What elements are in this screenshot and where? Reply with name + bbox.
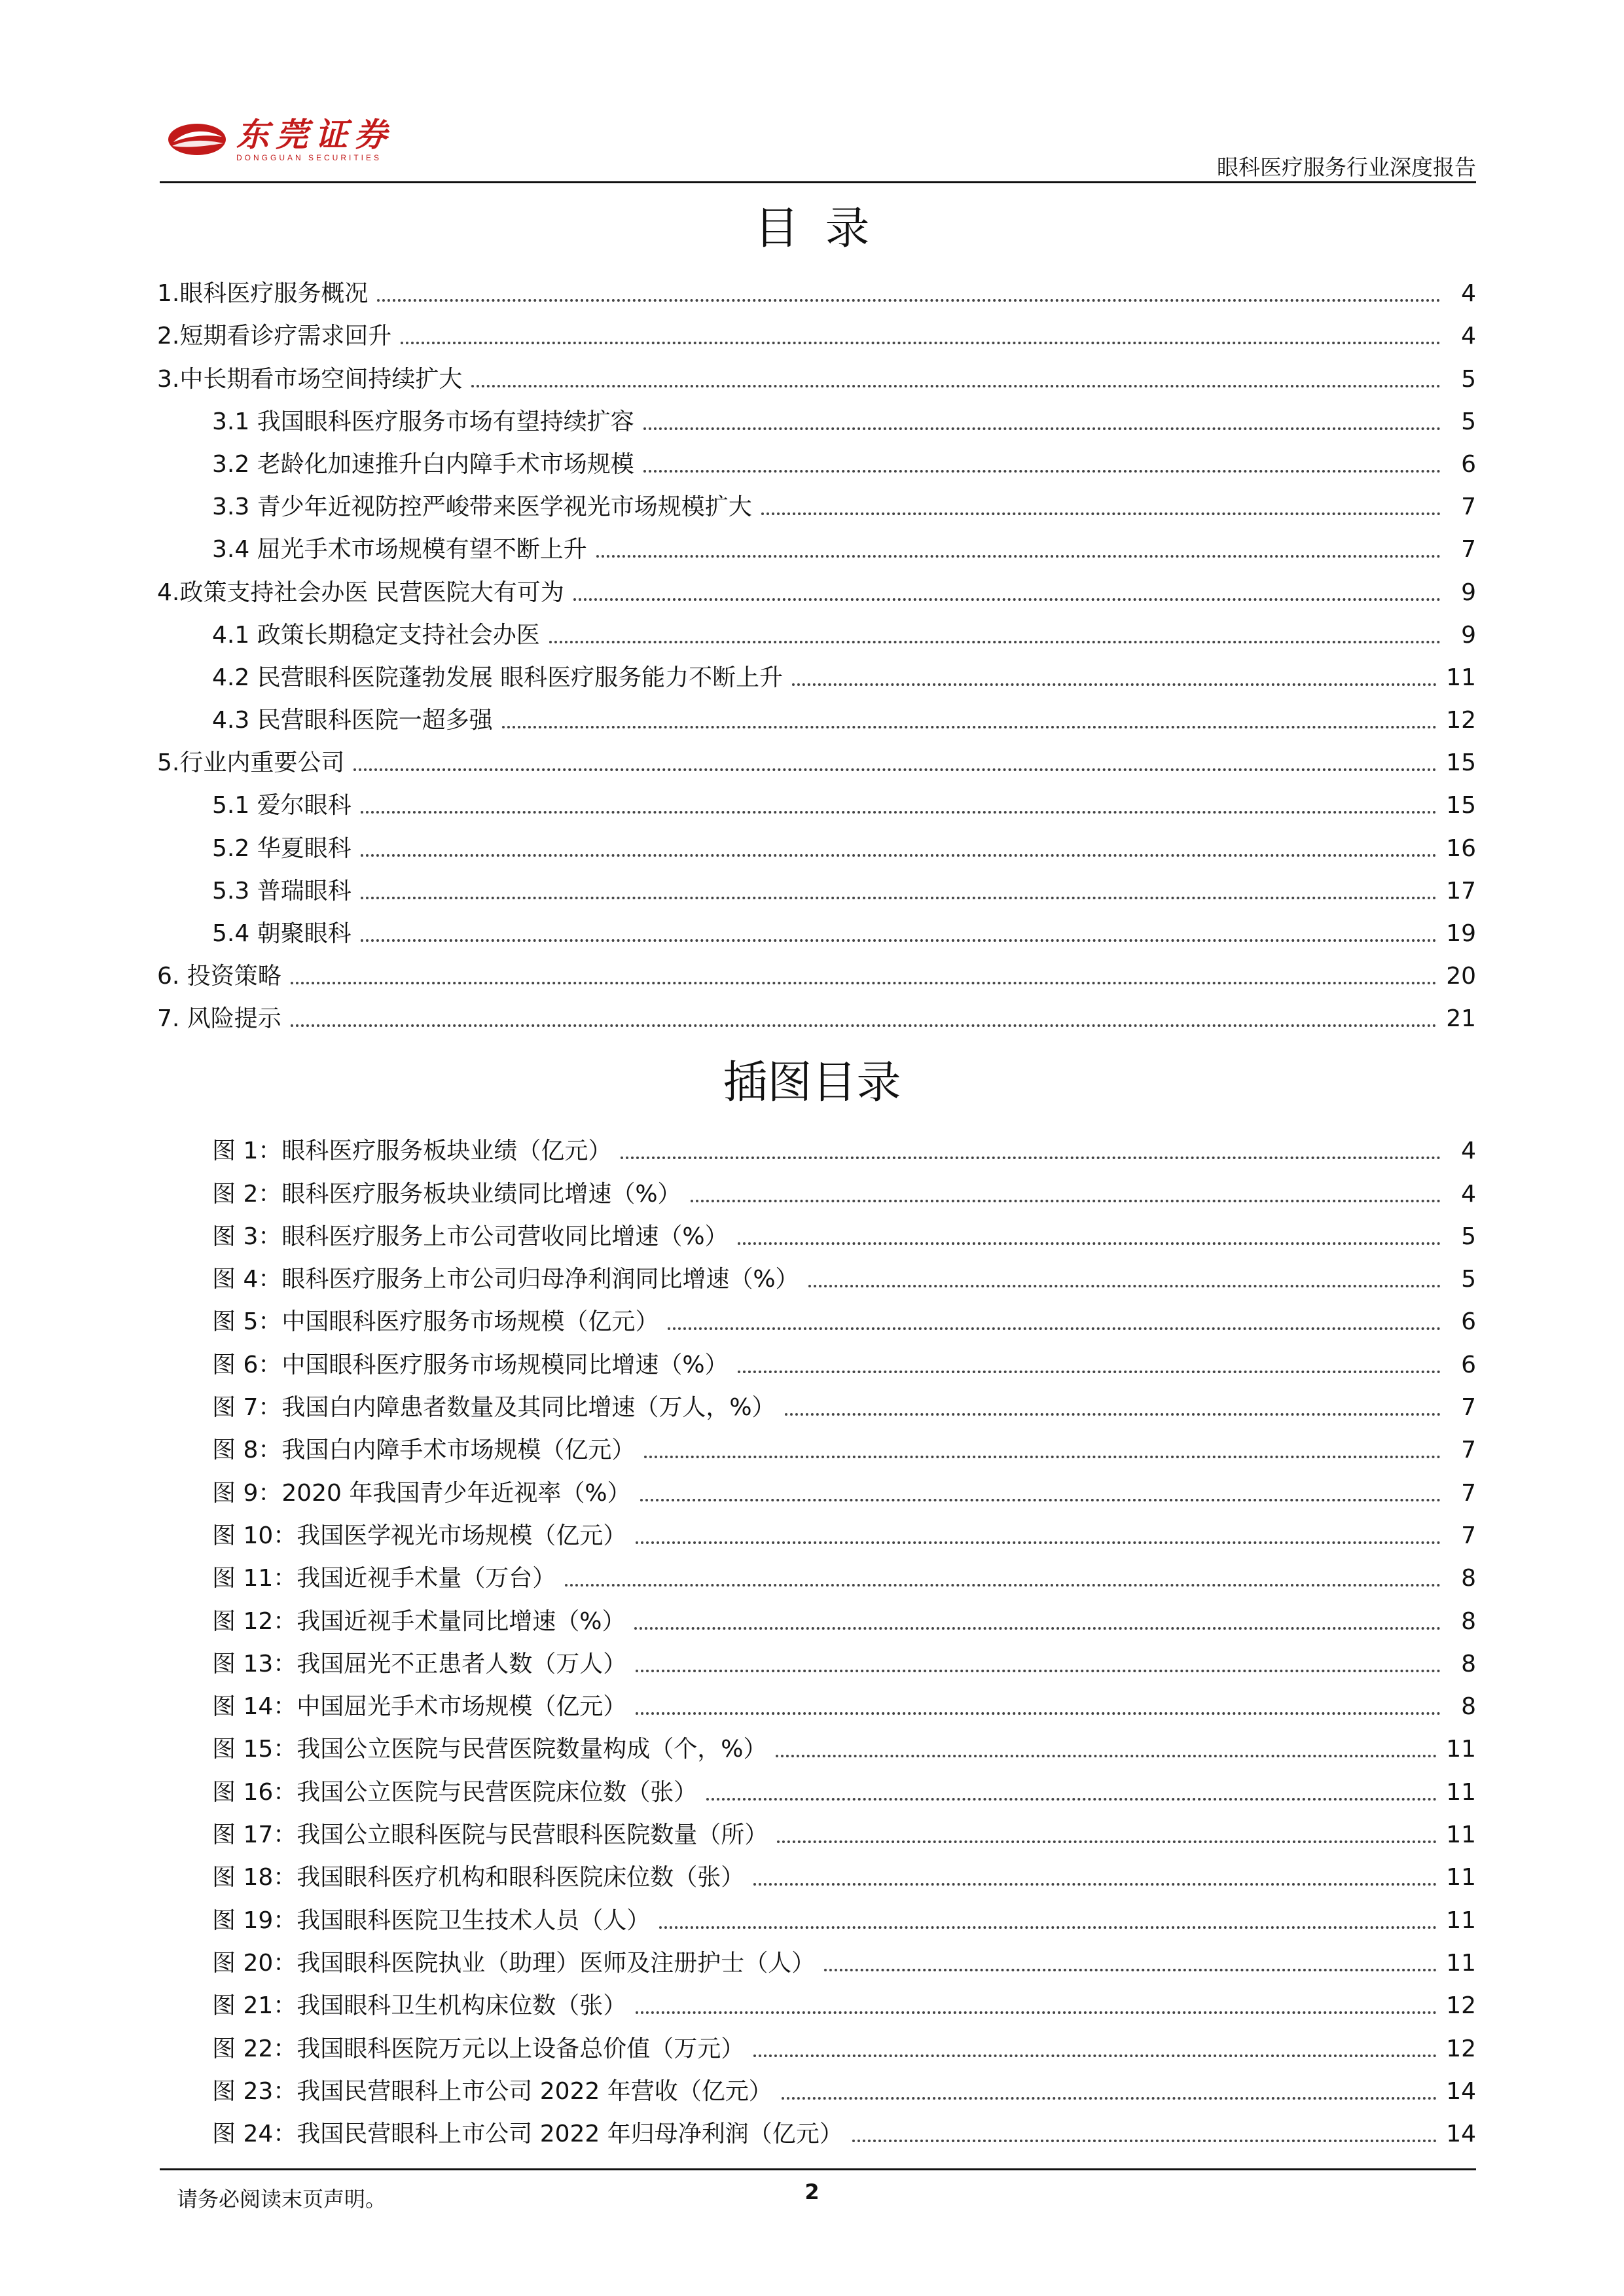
logo-chinese-name: 东莞证券 [236,115,393,154]
figure-entry[interactable] [157,1380,1476,1422]
figure-entry[interactable] [157,1593,1476,1636]
dot-leader [659,1926,1437,1929]
dot-leader [738,1371,1441,1373]
figure-entry[interactable] [157,1209,1476,1251]
dot-leader [549,641,1441,643]
dot-leader [636,1712,1441,1715]
dot-leader [636,2011,1437,2014]
figure-entry-page: 11 [1446,1907,1476,1934]
toc-entry[interactable] [157,778,1476,820]
toc-entry[interactable] [157,522,1476,564]
toc-entry[interactable] [157,607,1476,650]
page-number: 2 [804,2179,820,2204]
dot-leader [824,1969,1437,1971]
toc-entry-page: 20 [1446,963,1476,990]
figure-entry[interactable] [157,1807,1476,1850]
toc-entry-label: 4.政策支持社会办医 民营医院大有可为 [157,579,564,606]
figure-entry-label: 图 2：眼科医疗服务板块业绩同比增速（%） [212,1180,681,1208]
toc-entry-label: 2.短期看诊疗需求回升 [157,323,392,350]
toc-entry-label: 3.2 老龄化加速推升白内障手术市场规模 [212,450,634,478]
toc-entry-label: 6. 投资策略 [157,963,281,990]
toc-entry-label: 5.4 朝聚眼科 [212,920,352,947]
toc-entry-page: 7 [1461,536,1476,564]
dot-leader [636,1670,1441,1672]
toc-entry-page: 9 [1461,579,1476,606]
dot-leader [852,2140,1437,2142]
figure-entry-page: 14 [1446,2121,1476,2148]
toc-entry[interactable] [157,735,1476,778]
toc-entry[interactable] [157,351,1476,393]
figure-entry[interactable] [157,1892,1476,1935]
figure-entry[interactable] [157,2020,1476,2063]
figure-entry-label: 图 5：中国眼科医疗服务市场规模（亿元） [212,1308,659,1336]
figure-entry[interactable] [157,1636,1476,1679]
dot-leader [644,1456,1441,1458]
toc-entry-label: 7. 风险提示 [157,1005,281,1033]
dot-leader [691,1200,1441,1202]
figure-entry-page: 11 [1446,1864,1476,1892]
dot-leader [761,512,1441,515]
toc-title: 目录 [754,203,896,255]
figure-entry-page: 14 [1446,2077,1476,2105]
figure-entry[interactable] [157,1465,1476,1507]
figure-entry-label: 图 19：我国眼科医院卫生技术人员（人） [212,1907,651,1934]
dot-leader [753,1883,1437,1886]
toc-entry-page: 5 [1461,365,1476,393]
dot-leader [361,811,1437,814]
figure-entry-page: 7 [1461,1479,1476,1507]
toc-entry-label: 4.3 民营眼科医院一超多强 [212,707,493,734]
toc-entry-label: 3.4 屈光手术市场规模有望不断上升 [212,536,587,564]
logo-english-name: DONGGUAN SECURITIES [236,153,382,162]
figure-entry-page: 11 [1446,1736,1476,1763]
figure-entry-label: 图 17：我国公立眼科医院与民营眼科医院数量（所） [212,1821,768,1849]
figure-entry-page: 6 [1461,1351,1476,1378]
figure-entry[interactable] [157,1294,1476,1336]
toc-entry-label: 4.2 民营眼科医院蓬勃发展 眼科医疗服务能力不断上升 [212,664,784,691]
figure-entry[interactable] [157,1679,1476,1721]
dot-leader [361,939,1437,942]
figure-entry-label: 图 22：我国眼科医院万元以上设备总价值（万元） [212,2035,745,2062]
figure-entry-page: 5 [1461,1223,1476,1250]
toc-entry[interactable] [157,437,1476,479]
toc-entry-page: 17 [1446,877,1476,905]
figure-entry-page: 7 [1461,1522,1476,1549]
figure-entry-label: 图 8：我国白内障手术市场规模（亿元） [212,1437,636,1464]
dot-leader [596,555,1441,558]
dot-leader [377,299,1441,302]
figure-entry-page: 4 [1461,1180,1476,1208]
toc-entry-label: 4.1 政策长期稳定支持社会办医 [212,621,540,649]
toc-entry-page: 5 [1461,408,1476,435]
report-title: 眼科医疗服务行业深度报告 [1217,154,1476,180]
figure-entry-page: 7 [1461,1437,1476,1464]
toc-list [157,266,1476,1033]
figure-entry-page: 8 [1461,1565,1476,1592]
dot-leader [353,768,1437,771]
toc-entry[interactable] [157,692,1476,735]
figure-entry-label: 图 20：我国眼科医院执业（助理）医师及注册护士（人） [212,1949,816,1977]
dot-leader [776,1755,1437,1757]
figure-entry[interactable] [157,1123,1476,1166]
figure-entry-page: 6 [1461,1308,1476,1336]
dot-leader [361,854,1437,857]
toc-entry[interactable] [157,906,1476,948]
figure-entry-label: 图 24：我国民营眼科上市公司 2022 年归母净利润（亿元） [212,2121,843,2148]
figure-entry[interactable] [157,1251,1476,1294]
dot-leader [471,385,1441,387]
figure-list-title: 插图目录 [723,1057,901,1109]
figure-entry-label: 图 12：我国近视手术量同比增速（%） [212,1607,626,1635]
figure-entry-page: 11 [1446,1949,1476,1977]
figure-entry[interactable] [157,1978,1476,2020]
dot-leader [785,1413,1441,1416]
figure-entry-label: 图 1：眼科医疗服务板块业绩（亿元） [212,1138,612,1165]
figure-entry-label: 图 7：我国白内障患者数量及其同比增速（万人，%） [212,1394,776,1422]
figure-entry-label: 图 4：眼科医疗服务上市公司归母净利润同比增速（%） [212,1266,799,1293]
figure-entry-page: 11 [1446,1778,1476,1806]
dot-leader [753,2054,1437,2057]
toc-entry-page: 4 [1461,280,1476,308]
toc-entry[interactable] [157,564,1476,607]
toc-entry[interactable] [157,820,1476,863]
disclaimer-note: 请务必阅读末页声明。 [177,2187,387,2212]
toc-entry[interactable] [157,266,1476,308]
toc-entry-page: 15 [1446,792,1476,819]
figure-entry-label: 图 9：2020 年我国青少年近视率（%） [212,1479,631,1507]
toc-entry-page: 15 [1446,749,1476,777]
figure-entry[interactable] [157,1166,1476,1208]
figure-entry-page: 8 [1461,1607,1476,1635]
dot-leader [621,1157,1441,1159]
figure-entry[interactable] [157,2106,1476,2149]
toc-entry-page: 6 [1461,450,1476,478]
dot-leader [643,470,1441,473]
toc-entry-label: 5.行业内重要公司 [157,749,345,777]
figure-entry-label: 图 14：中国屈光手术市场规模（亿元） [212,1693,627,1721]
dot-leader [634,1627,1441,1630]
figure-entry-label: 图 13：我国屈光不正患者人数（万人） [212,1650,627,1677]
toc-entry-label: 3.1 我国眼科医疗服务市场有望持续扩容 [212,408,634,435]
dot-leader [808,1285,1441,1287]
toc-entry-label: 1.眼科医疗服务概况 [157,280,369,308]
figure-entry-page: 4 [1461,1138,1476,1165]
dot-leader [668,1327,1441,1330]
figure-entry[interactable] [157,1721,1476,1764]
dot-leader [777,1840,1437,1843]
dot-leader [738,1242,1441,1245]
dot-leader [643,427,1441,430]
toc-entry[interactable] [157,479,1476,522]
dot-leader [573,598,1441,601]
toc-entry[interactable] [157,308,1476,351]
toc-entry[interactable] [157,991,1476,1033]
figure-list [157,1123,1476,2149]
dot-leader [792,683,1437,686]
toc-entry-label: 5.1 爱尔眼科 [212,792,352,819]
footer-divider [160,2168,1476,2170]
toc-entry-page: 7 [1461,493,1476,521]
figure-entry[interactable] [157,1850,1476,1892]
dot-leader [361,897,1437,899]
dot-leader [565,1584,1441,1587]
figure-entry-page: 8 [1461,1693,1476,1721]
header-divider [160,181,1476,183]
dot-leader [291,982,1437,984]
figure-entry-label: 图 11：我国近视手术量（万台） [212,1565,556,1592]
figure-entry-page: 8 [1461,1650,1476,1677]
figure-entry-page: 12 [1446,2035,1476,2062]
figure-entry[interactable] [157,2064,1476,2106]
toc-entry-label: 3.3 青少年近视防控严峻带来医学视光市场规模扩大 [212,493,752,521]
figure-entry-label: 图 21：我国眼科卫生机构床位数（张） [212,1992,627,2020]
toc-entry-label: 5.2 华夏眼科 [212,834,352,862]
figure-entry[interactable] [157,1422,1476,1465]
figure-entry[interactable] [157,1551,1476,1593]
dot-leader [706,1798,1437,1801]
toc-entry-label: 3.中长期看市场空间持续扩大 [157,365,463,393]
figure-entry-label: 图 3：眼科医疗服务上市公司营收同比增速（%） [212,1223,729,1250]
figure-entry-label: 图 15：我国公立医院与民营医院数量构成（个，%） [212,1736,767,1763]
figure-entry-page: 11 [1446,1821,1476,1849]
figure-entry-label: 图 10：我国医学视光市场规模（亿元） [212,1522,627,1549]
dot-leader [782,2097,1437,2100]
toc-entry-page: 11 [1446,664,1476,691]
toc-entry[interactable] [157,948,1476,991]
company-logo [167,117,393,162]
figure-entry-label: 图 23：我国民营眼科上市公司 2022 年营收（亿元） [212,2077,772,2105]
dot-leader [640,1499,1441,1501]
figure-entry[interactable] [157,1336,1476,1379]
toc-entry-page: 9 [1461,621,1476,649]
figure-entry-page: 7 [1461,1394,1476,1422]
toc-entry[interactable] [157,394,1476,437]
figure-entry[interactable] [157,1935,1476,1978]
toc-entry-page: 12 [1446,707,1476,734]
toc-entry-page: 16 [1446,834,1476,862]
figure-entry-label: 图 16：我国公立医院与民营医院床位数（张） [212,1778,698,1806]
toc-entry[interactable] [157,650,1476,692]
figure-entry-page: 12 [1446,1992,1476,2020]
dot-leader [291,1024,1437,1027]
figure-entry-label: 图 6：中国眼科医疗服务市场规模同比增速（%） [212,1351,729,1378]
toc-entry[interactable] [157,863,1476,906]
figure-entry-page: 5 [1461,1266,1476,1293]
toc-entry-page: 19 [1446,920,1476,947]
dot-leader [636,1541,1441,1544]
toc-entry-page: 21 [1446,1005,1476,1033]
dot-leader [401,342,1441,344]
dot-leader [502,726,1437,728]
toc-entry-label: 5.3 普瑞眼科 [212,877,352,905]
toc-entry-page: 4 [1461,323,1476,350]
figure-entry[interactable] [157,1764,1476,1806]
figure-entry-label: 图 18：我国眼科医疗机构和眼科医院床位数（张） [212,1864,745,1892]
figure-entry[interactable] [157,1508,1476,1551]
dongguan-logo-icon [167,120,227,159]
